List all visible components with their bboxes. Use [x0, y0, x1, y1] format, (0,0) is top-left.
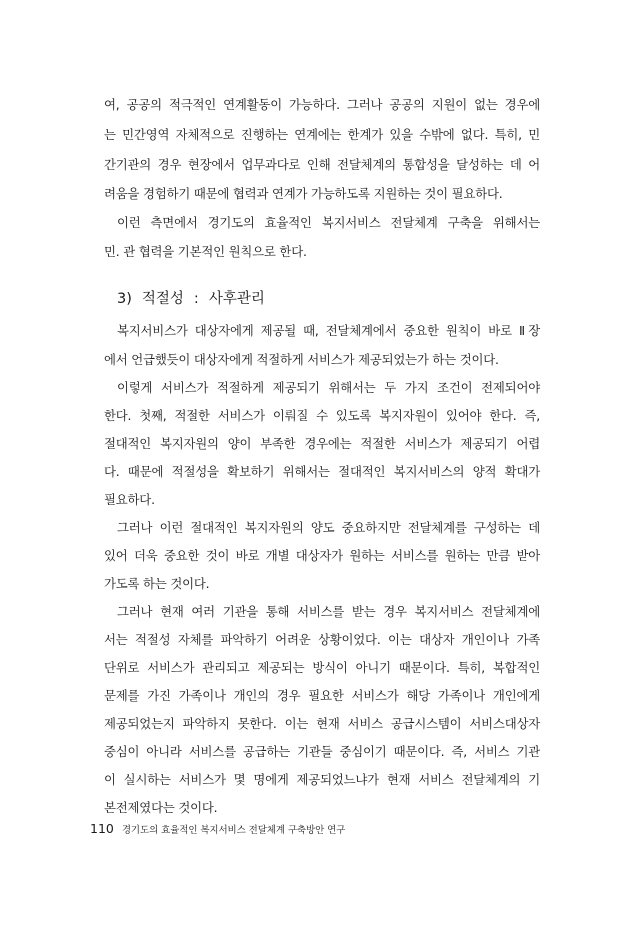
- body-text-line: 이렇게 서비스가 적절하게 제공되기 위해서는 두 가지 조건이 전제되어야: [117, 380, 540, 395]
- body-text-line: 가도록 하는 것이다.: [104, 576, 210, 591]
- body-text-line: 복지서비스가 대상자에게 제공될 때, 전달체계에서 중요한 원칙이 바로 Ⅱ장: [117, 323, 540, 338]
- section-separator: :: [193, 291, 199, 307]
- body-text-line: 본전제였다는 것이다.: [104, 800, 218, 815]
- body-text-line: 절대적인 복지자원의 양이 부족한 경우에는 적절한 서비스가 제공되기 어렵: [104, 436, 540, 451]
- body-text-line: 에서 언급했듯이 대상자에게 적절하게 서비스가 제공되었는가 하는 것이다.: [104, 352, 499, 367]
- body-text-line: 여, 공공의 적극적인 연계활동이 가능하다. 그러나 공공의 지원이 없는 경우에: [104, 97, 540, 112]
- body-text-line: 이런 측면에서 경기도의 효율적인 복지서비스 전달체계 구축을 위해서는: [117, 215, 540, 230]
- body-text-line: 한다. 첫째, 적절한 서비스가 이뤄질 수 있도록 복지자원이 있어야 한다. 즉,: [104, 408, 540, 423]
- body-text-line: 필요하다.: [104, 492, 155, 507]
- body-text-line: 이 실시하는 서비스가 몇 명에게 제공되었느냐가 현재 서비스 전달체계의 기: [104, 772, 540, 787]
- body-text-line: 제공되었는지 파악하지 못한다. 이는 현재 서비스 공급시스템이 서비스대상자: [104, 716, 540, 731]
- body-text-line: 그러나 현재 여러 기관을 통해 서비스를 받는 경우 복지서비스 전달체계에: [117, 604, 540, 619]
- body-text-line: 려움을 경험하기 때문에 협력과 연계가 가능하도록 지원하는 것이 필요하다.: [104, 186, 503, 201]
- body-text-line: 중심이 아니라 서비스를 공급하는 기관들 중심이기 때문이다. 즉, 서비스 기관: [104, 744, 540, 759]
- section-title: 적절성: [141, 291, 184, 307]
- page-number: 110: [90, 821, 114, 836]
- body-text-line: 서는 적절성 자체를 파악하기 어려운 상황이었다. 이는 대상자 개인이나 가족: [104, 632, 540, 647]
- body-text-line: 그러나 이런 절대적인 복지자원의 양도 중요하지만 전달체계를 구성하는 데: [117, 520, 540, 535]
- body-text-line: 다. 때문에 적절성을 확보하기 위해서는 절대적인 복지서비스의 양적 확대가: [104, 464, 540, 479]
- body-text-line: 는 민간영역 자체적으로 진행하는 연계에는 한계가 있을 수밖에 없다. 특히, 민: [104, 127, 540, 142]
- body-text-line: 간기관의 경우 현장에서 업무과다로 인해 전달체계의 통합성을 달성하는 데 어: [104, 157, 540, 172]
- body-text-line: 문제를 가진 가족이나 개인의 경우 필요한 서비스가 해당 가족이나 개인에게: [104, 688, 540, 703]
- body-text-line: 민. 관 협력을 기본적인 원칙으로 한다.: [104, 244, 307, 259]
- section-heading: [117, 289, 265, 309]
- running-title: 경기도의 효율적인 복지서비스 전달체계 구축방안 연구: [121, 825, 346, 836]
- section-number: 3): [117, 291, 132, 307]
- page-footer: [90, 822, 345, 838]
- body-text-line: 단위로 서비스가 관리되고 제공되는 방식이 아니기 때문이다. 특히, 복합적인: [104, 660, 540, 675]
- section-subtitle: 사후관리: [208, 291, 265, 307]
- body-text-line: 있어 더욱 중요한 것이 바로 개별 대상자가 원하는 서비스를 원하는 만큼 받아: [104, 548, 540, 563]
